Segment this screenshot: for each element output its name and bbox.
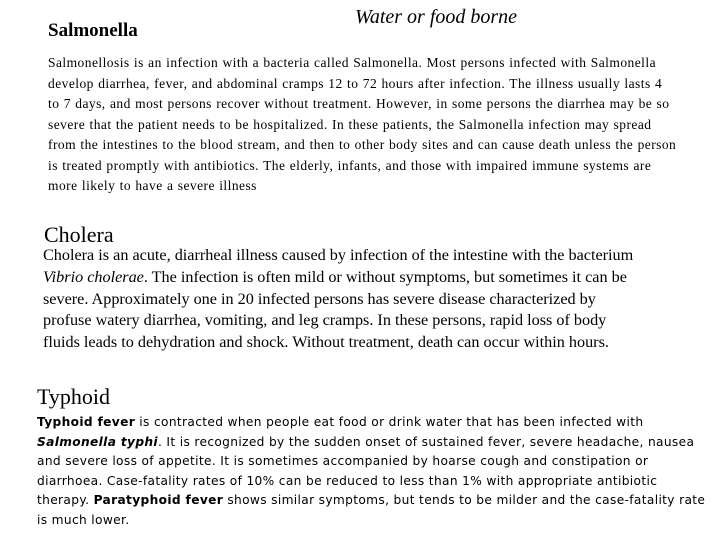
typhoid-line xyxy=(37,433,717,453)
typhoid-line-text: shows similar symptoms, but tends to be milder and the case-fatality rate xyxy=(223,493,706,507)
typhoid-fever-term: Typhoid fever xyxy=(37,415,136,429)
paratyphoid-fever-term: Paratyphoid fever xyxy=(93,493,224,507)
salmonella-line: develop diarrhea, fever, and abdominal cramps 12 to 72 hours after infection. The illness usually lasts 4 xyxy=(48,75,663,91)
salmonella-paragraph xyxy=(48,53,720,197)
salmonella-line: is treated promptly with antibiotics. The elderly, infants, and those with impaired immune systems are xyxy=(48,157,652,173)
salmonella-heading: Salmonella xyxy=(48,20,138,41)
typhoid-line xyxy=(37,413,717,433)
typhoid-paragraph xyxy=(37,413,717,530)
typhoid-line-text: therapy. xyxy=(37,493,94,507)
typhoid-line-text: . It is recognized by the sudden onset of sustained fever, severe headache, nausea xyxy=(157,434,695,449)
cholera-line xyxy=(43,267,713,289)
cholera-line: profuse watery diarrhea, vomiting, and leg cramps. In these persons, rapid loss of body xyxy=(43,311,607,330)
cholera-line: fluids leads to dehydration and shock. Without treatment, death can occur within hours. xyxy=(43,333,609,352)
cholera-heading: Cholera xyxy=(44,222,114,247)
typhoid-line-text: is contracted when people eat food or drink water that has been infected with xyxy=(135,415,644,429)
typhoid-line: is much lower. xyxy=(37,512,130,527)
cholera-line: Cholera is an acute, diarrheal illness caused by infection of the intestine with the bacterium xyxy=(43,246,634,264)
salmonella-line: severe that the patient needs to be hospitalized. In these patients, the Salmonella infection may spread xyxy=(48,116,652,132)
vibrio-cholerae-term: Vibrio cholerae xyxy=(43,267,144,286)
salmonella-line: from the intestines to the blood stream, and then to other body sites and can cause death unless the person xyxy=(48,137,677,152)
salmonella-typhi-term: Salmonella typhi xyxy=(37,434,158,449)
salmonella-line: to 7 days, and most persons recover without treatment. However, in some persons the diarrhea may be so xyxy=(48,96,670,111)
typhoid-heading: Typhoid xyxy=(37,384,111,409)
cholera-paragraph xyxy=(43,245,713,354)
cholera-line-text: . The infection is often mild or without symptoms, but sometimes it can be xyxy=(143,267,627,286)
page-subtitle: Water or food borne xyxy=(355,6,518,28)
typhoid-line xyxy=(37,491,717,511)
salmonella-line: Salmonellosis is an infection with a bacteria called Salmonella. Most persons infected with Salmonella xyxy=(48,55,657,70)
typhoid-line: and severe loss of appetite. It is sometimes accompanied by hoarse cough and constipation or xyxy=(37,454,649,468)
cholera-line: severe. Approximately one in 20 infected persons has severe disease characterized by xyxy=(43,289,596,308)
salmonella-line: more likely to have a severe illness xyxy=(48,178,257,193)
typhoid-line: diarrhoea. Case-fatality rates of 10% can be reduced to less than 1% with appropriate antibiotic xyxy=(37,473,658,488)
